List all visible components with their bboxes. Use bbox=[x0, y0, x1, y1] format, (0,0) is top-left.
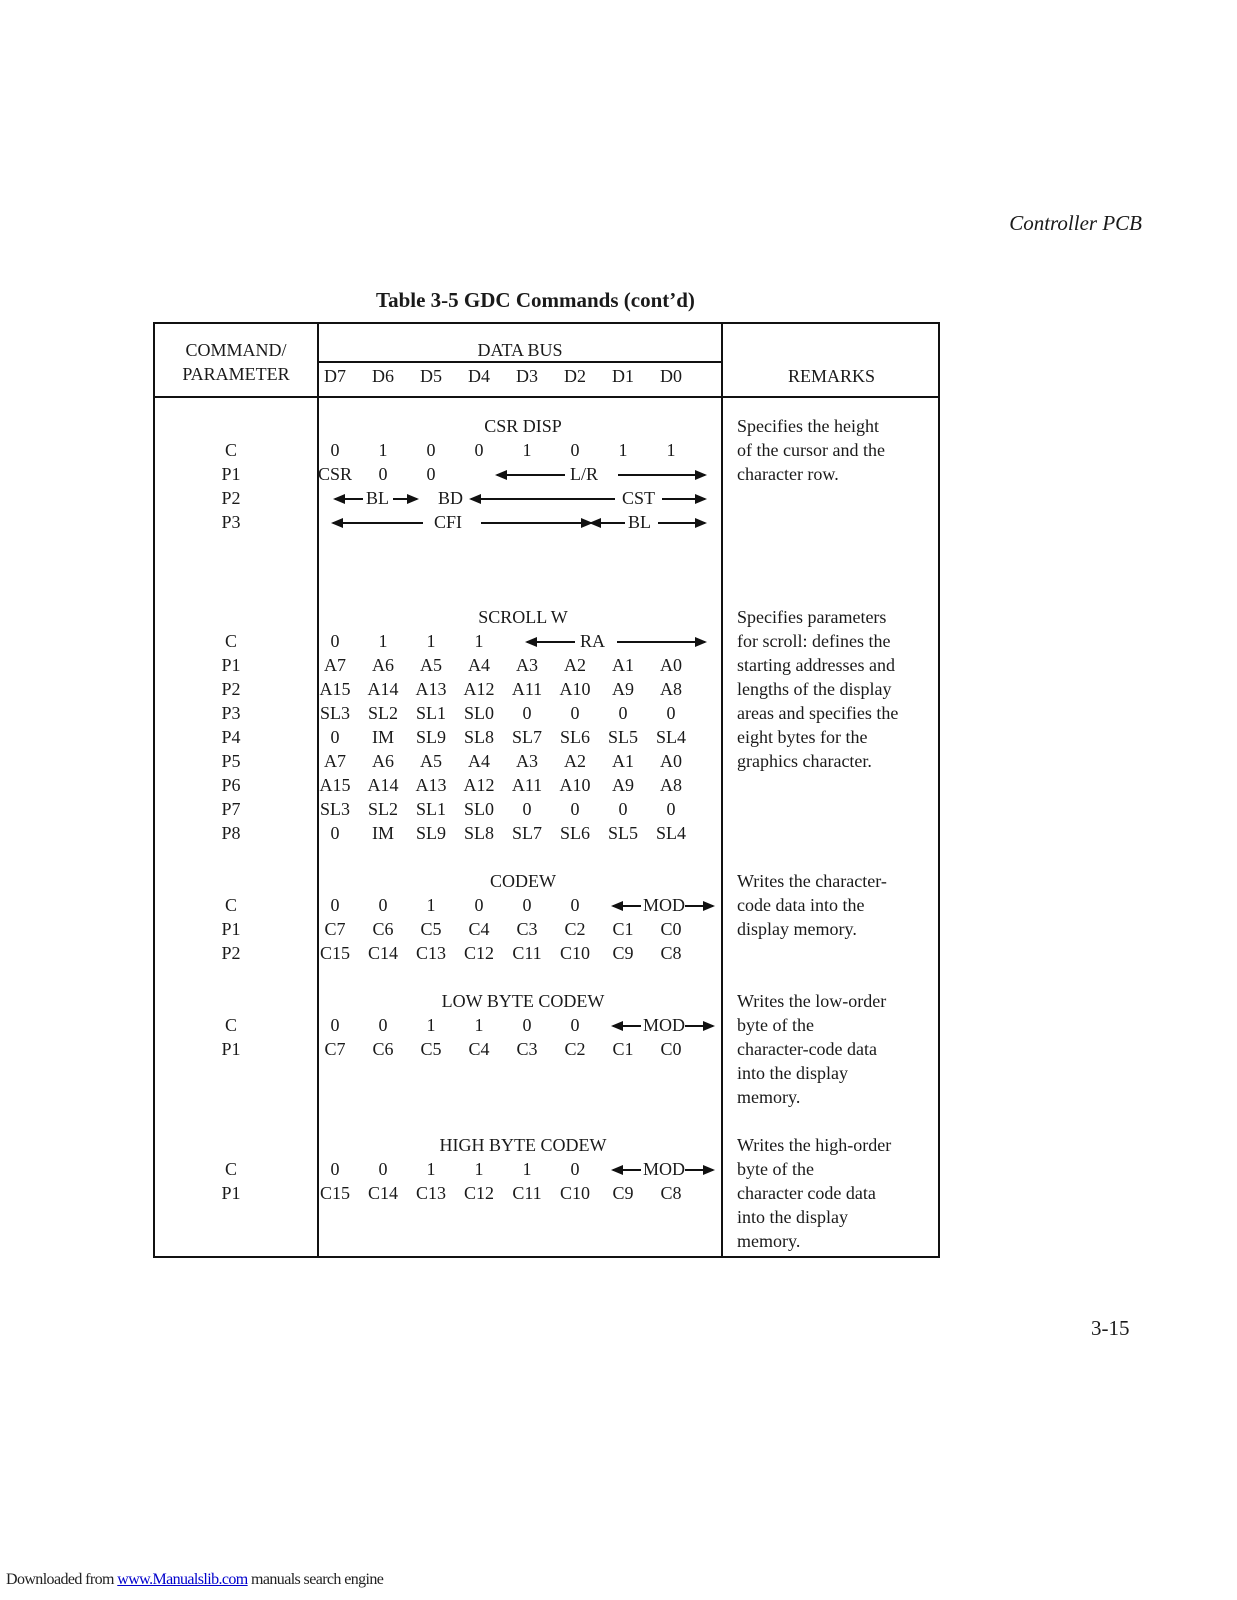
bit-value: 0 bbox=[570, 1159, 580, 1179]
bit-value: A15 bbox=[319, 679, 351, 699]
parameter-label: C bbox=[224, 1159, 237, 1179]
command-name: LOW BYTE CODEW bbox=[441, 991, 605, 1011]
bit-value: C0 bbox=[660, 1039, 682, 1059]
bit-header-d1: D1 bbox=[612, 366, 634, 386]
bit-value: C3 bbox=[516, 919, 538, 939]
field-arrow bbox=[613, 1169, 641, 1171]
bit-value: SL4 bbox=[655, 727, 686, 747]
bit-value: 0 bbox=[330, 895, 340, 915]
parameter-label: P2 bbox=[221, 943, 241, 963]
bit-value: 0 bbox=[330, 1015, 340, 1035]
bit-value: A4 bbox=[468, 655, 490, 675]
bit-value: A1 bbox=[612, 751, 634, 771]
bit-value: C9 bbox=[612, 943, 634, 963]
bit-value: 0 bbox=[378, 1159, 388, 1179]
parameter-label: P8 bbox=[221, 823, 241, 843]
bit-value: 0 bbox=[330, 823, 340, 843]
bit-value: 0 bbox=[378, 464, 388, 484]
field-label-lr: L/R bbox=[570, 464, 599, 484]
bit-value: 1 bbox=[474, 1015, 484, 1035]
parameter-label: C bbox=[224, 440, 237, 460]
bit-header-d3: D3 bbox=[516, 366, 538, 386]
bit-value: A11 bbox=[511, 775, 543, 795]
command-name: HIGH BYTE CODEW bbox=[439, 1135, 607, 1155]
field-arrow bbox=[393, 498, 417, 500]
bit-value: C0 bbox=[660, 919, 682, 939]
table-title: Table 3-5 GDC Commands (cont’d) bbox=[376, 288, 695, 312]
field-label-mod: MOD bbox=[643, 895, 686, 915]
bit-value: C12 bbox=[463, 1183, 494, 1203]
bit-value: 0 bbox=[618, 703, 628, 723]
remark-text: Writes the high-order byte of the character code data into the display memory. bbox=[737, 1135, 892, 1251]
field-arrow bbox=[333, 522, 423, 524]
bit-value: C3 bbox=[516, 1039, 538, 1059]
field-arrow bbox=[618, 474, 705, 476]
field-label-mod: MOD bbox=[643, 1159, 686, 1179]
bit-value: A14 bbox=[367, 775, 399, 795]
bit-value: A4 bbox=[468, 751, 490, 771]
bit-value: A6 bbox=[372, 655, 394, 675]
bit-value: SL6 bbox=[559, 823, 590, 843]
bit-value: SL2 bbox=[367, 703, 398, 723]
bit-value: SL5 bbox=[607, 823, 638, 843]
bit-value: 0 bbox=[618, 799, 628, 819]
field-label-bl: BL bbox=[366, 488, 390, 508]
bit-header-d7: D7 bbox=[324, 366, 346, 386]
bit-value: 1 bbox=[618, 440, 628, 460]
command-name: CODEW bbox=[490, 871, 556, 891]
bit-value: 0 bbox=[522, 1015, 532, 1035]
bit-value: SL0 bbox=[463, 799, 494, 819]
bit-value: C10 bbox=[559, 943, 590, 963]
field-arrow bbox=[685, 1169, 713, 1171]
bit-value: IM bbox=[372, 727, 394, 747]
header-parameter: PARAMETER bbox=[182, 364, 290, 384]
field-arrow bbox=[497, 474, 565, 476]
parameter-label: P1 bbox=[221, 464, 241, 484]
header-command: COMMAND/ bbox=[185, 340, 287, 360]
bit-value: SL8 bbox=[463, 727, 494, 747]
remark-text: Specifies the height of the cursor and the character row. bbox=[737, 416, 885, 484]
header-bottom-rule bbox=[155, 396, 938, 398]
bit-value: C11 bbox=[512, 943, 542, 963]
bit-value: 1 bbox=[522, 440, 532, 460]
bit-value: C4 bbox=[468, 919, 490, 939]
parameter-label: P2 bbox=[221, 679, 241, 699]
field-label-cfi: CFI bbox=[434, 512, 463, 532]
field-arrow bbox=[481, 522, 591, 524]
field-arrow bbox=[591, 522, 625, 524]
bit-value: 0 bbox=[474, 440, 484, 460]
bit-value: 1 bbox=[666, 440, 676, 460]
column-divider bbox=[721, 324, 723, 1256]
bit-value: C1 bbox=[612, 919, 634, 939]
bit-value: A11 bbox=[511, 679, 543, 699]
bit-value: 1 bbox=[426, 1159, 436, 1179]
bit-value: 0 bbox=[570, 1015, 580, 1035]
bit-value: C14 bbox=[367, 943, 398, 963]
parameter-label: P1 bbox=[221, 1183, 241, 1203]
bit-value: 1 bbox=[426, 631, 436, 651]
bit-value: A13 bbox=[415, 679, 447, 699]
bit-value: C7 bbox=[324, 1039, 346, 1059]
bit-value: 1 bbox=[522, 1159, 532, 1179]
bit-header-d5: D5 bbox=[420, 366, 442, 386]
bit-value: 0 bbox=[570, 703, 580, 723]
bit-value: C6 bbox=[372, 919, 394, 939]
bit-value: 0 bbox=[522, 703, 532, 723]
bit-value: SL3 bbox=[319, 799, 350, 819]
bit-value: 0 bbox=[522, 799, 532, 819]
bit-header-d0: D0 bbox=[660, 366, 682, 386]
footer bbox=[6, 1571, 383, 1589]
bit-value: A9 bbox=[612, 679, 634, 699]
page-number: 3-15 bbox=[1091, 1316, 1130, 1340]
bit-value: SL5 bbox=[607, 727, 638, 747]
bit-value: C2 bbox=[564, 919, 586, 939]
bit-value: A14 bbox=[367, 679, 399, 699]
bit-value: SL2 bbox=[367, 799, 398, 819]
parameter-label: P1 bbox=[221, 655, 241, 675]
bit-value: SL1 bbox=[415, 799, 446, 819]
bit-value: A7 bbox=[324, 751, 346, 771]
bit-value: A12 bbox=[463, 679, 495, 699]
bit-value: C13 bbox=[415, 943, 446, 963]
field-arrow bbox=[685, 1025, 713, 1027]
bit-value: A12 bbox=[463, 775, 495, 795]
bit-value: A6 bbox=[372, 751, 394, 771]
bit-value: IM bbox=[372, 823, 394, 843]
bit-value: SL7 bbox=[511, 823, 542, 843]
bit-value: SL0 bbox=[463, 703, 494, 723]
bit-value: 0 bbox=[330, 727, 340, 747]
bit-header-d4: D4 bbox=[468, 366, 490, 386]
gdc-commands-table bbox=[153, 322, 940, 1258]
bit-value: 1 bbox=[378, 440, 388, 460]
bit-value: A15 bbox=[319, 775, 351, 795]
bit-value: 0 bbox=[474, 895, 484, 915]
bit-header-d6: D6 bbox=[372, 366, 394, 386]
parameter-label: C bbox=[224, 631, 237, 651]
bit-value: 0 bbox=[330, 440, 340, 460]
bit-value: A5 bbox=[420, 655, 442, 675]
command-name: SCROLL W bbox=[478, 607, 568, 627]
bit-value: C9 bbox=[612, 1183, 634, 1203]
bit-value: 0 bbox=[378, 1015, 388, 1035]
bit-value: A3 bbox=[516, 751, 538, 771]
bit-value: C12 bbox=[463, 943, 494, 963]
bit-value: 0 bbox=[330, 631, 340, 651]
parameter-label: P1 bbox=[221, 919, 241, 939]
bit-value: C2 bbox=[564, 1039, 586, 1059]
bit-value: 1 bbox=[474, 631, 484, 651]
bit-value: 0 bbox=[570, 895, 580, 915]
bit-value: A2 bbox=[564, 655, 586, 675]
bit-value: SL9 bbox=[415, 823, 446, 843]
field-label-cst: CST bbox=[622, 488, 656, 508]
bit-value: C7 bbox=[324, 919, 346, 939]
field-label-mod: MOD bbox=[643, 1015, 686, 1035]
bit-value: C11 bbox=[512, 1183, 542, 1203]
remark-text: Writes the character- code data into the display memory. bbox=[737, 871, 887, 939]
bit-value: C1 bbox=[612, 1039, 634, 1059]
footer-suffix: manuals search engine bbox=[247, 1571, 384, 1588]
bit-value: C5 bbox=[420, 919, 442, 939]
parameter-label: P4 bbox=[221, 727, 241, 747]
bit-value: A0 bbox=[660, 751, 682, 771]
field-arrow bbox=[685, 905, 713, 907]
parameter-label: P3 bbox=[221, 703, 241, 723]
bit-value: C8 bbox=[660, 1183, 682, 1203]
field-label-bd: BD bbox=[438, 488, 464, 508]
bit-value: 1 bbox=[426, 895, 436, 915]
bit-value: 1 bbox=[378, 631, 388, 651]
bit-value: C8 bbox=[660, 943, 682, 963]
bit-header-d2: D2 bbox=[564, 366, 586, 386]
field-arrow bbox=[617, 641, 705, 643]
bit-value: C4 bbox=[468, 1039, 490, 1059]
bit-value: 1 bbox=[426, 1015, 436, 1035]
bit-value: SL3 bbox=[319, 703, 350, 723]
parameter-label: P6 bbox=[221, 775, 241, 795]
bit-value: C15 bbox=[319, 1183, 350, 1203]
bit-value: SL4 bbox=[655, 823, 686, 843]
manualslib-link[interactable]: www.Manualslib.com bbox=[117, 1571, 248, 1588]
bit-value: 0 bbox=[522, 895, 532, 915]
header-remarks: REMARKS bbox=[787, 366, 876, 386]
bit-value: A10 bbox=[559, 679, 591, 699]
parameter-label: P2 bbox=[221, 488, 241, 508]
bit-value: C5 bbox=[420, 1039, 442, 1059]
bit-value: 0 bbox=[666, 799, 676, 819]
bit-value: 0 bbox=[426, 440, 436, 460]
bit-value: 0 bbox=[378, 895, 388, 915]
command-name: CSR DISP bbox=[484, 416, 562, 436]
bit-value: A10 bbox=[559, 775, 591, 795]
bit-value: A8 bbox=[660, 679, 682, 699]
bit-value: SL8 bbox=[463, 823, 494, 843]
bit-value: 0 bbox=[426, 464, 436, 484]
field-arrow bbox=[335, 498, 363, 500]
field-arrow bbox=[662, 498, 705, 500]
bit-value: A5 bbox=[420, 751, 442, 771]
field-arrow bbox=[658, 522, 705, 524]
bit-value: 0 bbox=[570, 799, 580, 819]
bit-value: CSR bbox=[317, 464, 353, 484]
field-arrow bbox=[613, 905, 641, 907]
bit-value: A1 bbox=[612, 655, 634, 675]
bit-value: A2 bbox=[564, 751, 586, 771]
running-header: Controller PCB bbox=[1009, 211, 1142, 235]
remark-text: Specifies parameters for scroll: defines the starting addresses and lengths of the display areas and specifies the eight bytes for the graphics character. bbox=[737, 607, 899, 771]
bit-value: A7 bbox=[324, 655, 346, 675]
field-arrow bbox=[527, 641, 575, 643]
bit-value: SL6 bbox=[559, 727, 590, 747]
header-data-bus: DATA BUS bbox=[477, 340, 563, 360]
bit-value: A13 bbox=[415, 775, 447, 795]
parameter-label: P5 bbox=[221, 751, 241, 771]
footer-prefix: Downloaded from bbox=[6, 1571, 118, 1588]
bit-value: SL7 bbox=[511, 727, 542, 747]
parameter-label: P7 bbox=[221, 799, 241, 819]
field-arrow bbox=[613, 1025, 641, 1027]
bit-value: C14 bbox=[367, 1183, 398, 1203]
bit-value: A0 bbox=[660, 655, 682, 675]
parameter-label: P1 bbox=[221, 1039, 241, 1059]
bit-value: C15 bbox=[319, 943, 350, 963]
bit-value: 0 bbox=[330, 1159, 340, 1179]
bit-value: A3 bbox=[516, 655, 538, 675]
bit-value: 1 bbox=[474, 1159, 484, 1179]
field-label-ra: RA bbox=[580, 631, 606, 651]
bit-value: A9 bbox=[612, 775, 634, 795]
remark-text: Writes the low-order byte of the character-code data into the display memory. bbox=[737, 991, 887, 1107]
parameter-label: P3 bbox=[221, 512, 241, 532]
parameter-label: C bbox=[224, 1015, 237, 1035]
field-arrow bbox=[471, 498, 615, 500]
bit-value: 0 bbox=[666, 703, 676, 723]
parameter-label: C bbox=[224, 895, 237, 915]
bit-value: C6 bbox=[372, 1039, 394, 1059]
bit-value: C13 bbox=[415, 1183, 446, 1203]
bit-value: C10 bbox=[559, 1183, 590, 1203]
bit-value: A8 bbox=[660, 775, 682, 795]
field-label-bl2: BL bbox=[628, 512, 652, 532]
bit-value: SL1 bbox=[415, 703, 446, 723]
bit-value: 0 bbox=[570, 440, 580, 460]
bit-value: SL9 bbox=[415, 727, 446, 747]
